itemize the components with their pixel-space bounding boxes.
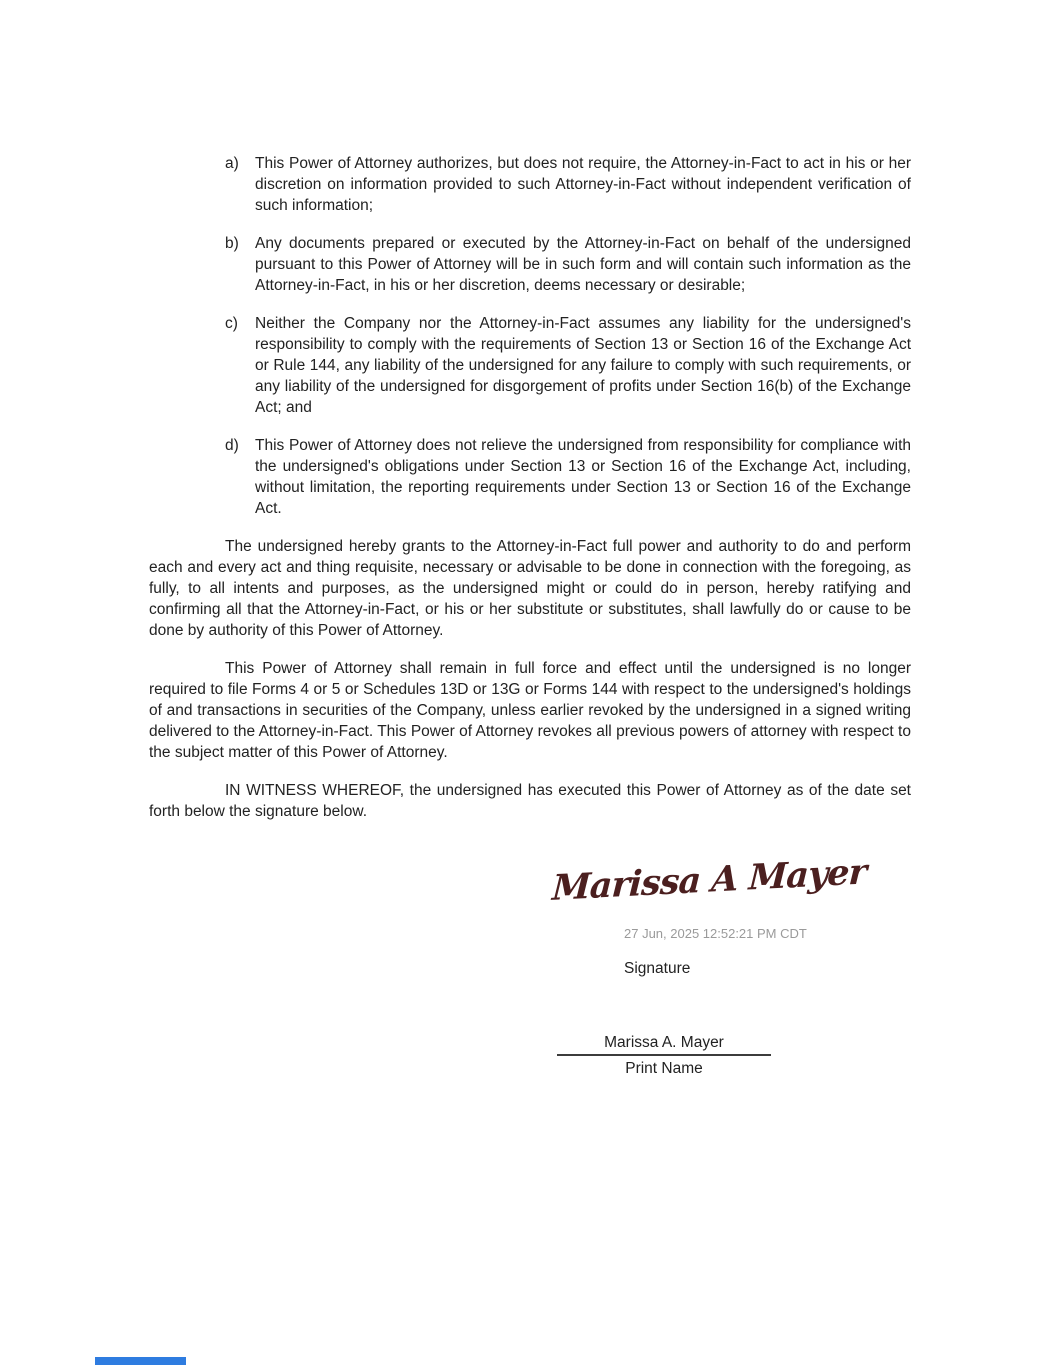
signature-timestamp: 27 Jun, 2025 12:52:21 PM CDT [624, 926, 807, 941]
clause-a-text: This Power of Attorney authorizes, but does not require, the Attorney-in-Fact to act in his or her discretion on information provided to such Attorney-in-Fact without independent verification of such information; [255, 155, 911, 214]
clause-d-text: This Power of Attorney does not relieve the undersigned from responsibility for compliance with the undersigned's obligations under Section 13 or Section 16 of the Exchange Act, including, without limitation, the reporting requirements under Section 13 or Section 16 of the Exchange Act. [255, 437, 911, 517]
clause-c [149, 313, 911, 418]
clause-b-letter: b) [225, 235, 239, 252]
print-name-label: Print Name [625, 1060, 703, 1077]
paragraph-grant-of-power: The undersigned hereby grants to the Attorney-in-Fact full power and authority to do and perform each and every act and thing requisite, necessary or advisable to be done in connection with the foregoing, as fully, to all intents and purposes, as the undersigned might or could do in person, hereby ratifying and confirming all that the Attorney-in-Fact, or his or her substitute or substitutes, shall lawfully do or cause to be done by authority of this Power of Attorney. [149, 538, 911, 639]
print-name-value: Marissa A. Mayer [557, 1032, 771, 1056]
signature-label: Signature [624, 960, 691, 977]
clause-d [149, 435, 911, 519]
clause-a-letter: a) [225, 155, 239, 172]
clause-c-letter: c) [225, 315, 238, 332]
clause-a [149, 153, 911, 216]
document-body [149, 153, 911, 839]
print-name-block [557, 1032, 771, 1079]
clause-d-letter: d) [225, 437, 239, 454]
clause-b [149, 233, 911, 296]
footer-accent-bar [95, 1357, 186, 1365]
clause-b-text: Any documents prepared or executed by the Attorney-in-Fact on behalf of the undersigned pursuant to this Power of Attorney will be in such form and will contain such information as the Attorney-in-Fact, in his or her discretion, deems necessary or desirable; [255, 235, 911, 294]
clause-c-text: Neither the Company nor the Attorney-in-Fact assumes any liability for the undersigned's responsibility to comply with the requirements of Section 13 or Section 16 of the Exchange Act or Rule 144, any liability of the undersigned for any failure to comply with such requirements, or any liability of the undersigned for disgorgement of profits under Section 16(b) of the Exchange Act; and [255, 315, 911, 416]
handwritten-signature: Marissa A Mayer [551, 851, 868, 909]
paragraph-duration-revocation: This Power of Attorney shall remain in full force and effect until the undersigned is no longer required to file Forms 4 or 5 or Schedules 13D or 13G or Forms 144 with respect to the undersigned's holdings of and transactions in securities of the Company, unless earlier revoked by the undersigned in a signed writing delivered to the Attorney-in-Fact. This Power of Attorney revokes all previous powers of attorney with respect to the subject matter of this Power of Attorney. [149, 660, 911, 761]
paragraph-in-witness-whereof: IN WITNESS WHEREOF, the undersigned has executed this Power of Attorney as of the date set forth below the signature below. [149, 782, 911, 820]
